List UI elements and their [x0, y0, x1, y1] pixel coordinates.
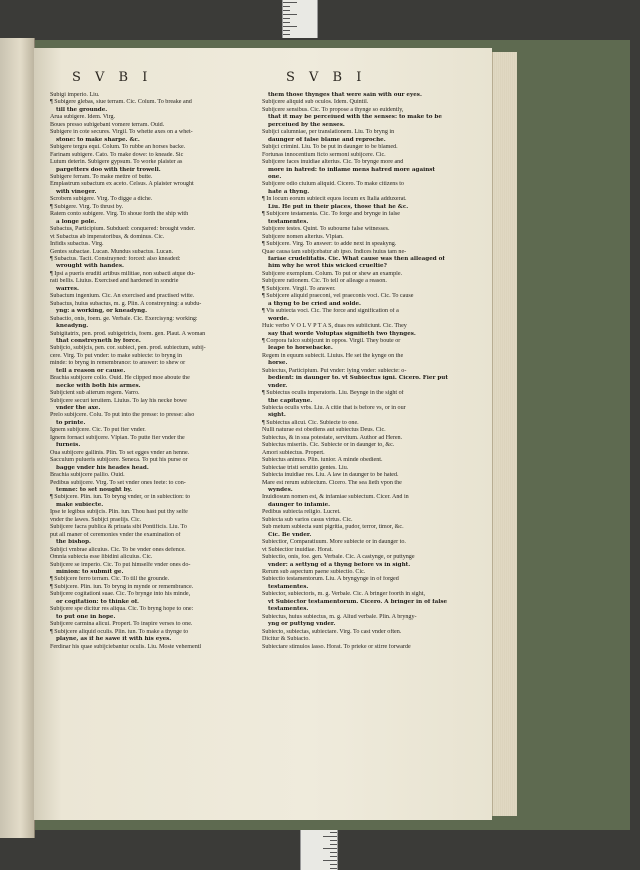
text-line: vnder.: [268, 382, 288, 389]
ruler-tick: [283, 2, 297, 3]
text-line: make subiecte.: [56, 501, 104, 508]
text-line: ¶ Subigere glebas, siue terram. Cic. Colum. To breake and: [50, 99, 192, 106]
text-line: Arua subigere. Idem. Virg.: [50, 114, 116, 121]
text-line: Scrobem subigere. Virg. To digge a diche.: [50, 196, 153, 203]
text-line: Subijcere aliquid sub oculos. Idem. Quintil.: [262, 99, 369, 106]
text-line: fariae crudelitatis. Cic. What cause was then alleaged of: [268, 255, 445, 262]
text-line: Subiectus miseriis. Cic. Subiecte or in daunger to, &c.: [262, 442, 395, 449]
text-line: Subijcere exemplum. Colum. To put or shew an example.: [262, 270, 403, 277]
text-line: pargetters doo with their trowell.: [56, 166, 161, 173]
text-line: daunger of false blame and reproche.: [268, 136, 386, 143]
text-line: Nulli naturae est obediens aut subiectus Deus. Cic.: [262, 427, 386, 434]
text-line: Liu. He put in their places, those that he &c.: [268, 203, 409, 210]
text-line: Quae causa tam subijcebatur ab ipso. Indices huius tam ne-: [262, 248, 407, 255]
text-line: sight.: [268, 412, 286, 419]
text-line: ¶ Subijcere ferro terram. Cic. To till the grounde.: [50, 576, 170, 583]
text-line: minde: to bryng in remembrance: to answer: to shew or: [50, 360, 186, 367]
text-line: them those thynges that were sain with our eyes.: [268, 92, 422, 98]
text-line: Subijcio, subijcis, pen. cor. subieci, pen. prod. subiectum, subij-: [50, 345, 206, 352]
text-line: Ignem subijcere. Cic. To put fier vnder.: [50, 427, 146, 434]
text-line: ¶ Subijcere. Plin. iun. To bryng vnder, or in subiection: to: [50, 494, 191, 501]
text-line: Subijcere nomen alterius. Vlpian.: [262, 233, 344, 240]
text-line: bagge vnder his heades head.: [56, 464, 149, 471]
text-line: say that worde Voluptas signifieth two thynges.: [268, 330, 416, 337]
text-line: Gentes subactae. Lucan. Mundus subactus. Lucan.: [50, 248, 174, 255]
text-line: tell a reason or cause.: [56, 367, 126, 374]
text-line: Subiectare stimulos lasso. Horat. To prieke or stirre forwarde: [262, 643, 411, 650]
ruler-tick: [330, 840, 337, 841]
text-line: Huic verbo V O L V P T A S, duas res subiiciunt. Cic. They: [262, 323, 407, 330]
text-line: Subijcere se imperio. Cic. To put himselfe vnder ones do-: [50, 561, 191, 568]
text-line: testamentes.: [268, 218, 309, 225]
text-line: Inuidiosum nomen est, & infamiae subiectum. Cicer. And in: [262, 494, 409, 501]
ruler-tick: [283, 14, 297, 15]
text-line: Subijcere testes. Quint. To subourne false witnesses.: [262, 226, 390, 233]
text-line: Ratem conto subigere. Virg. To shoue forth the ship with: [50, 211, 189, 218]
ruler-tick: [283, 6, 290, 7]
text-line: Subijci vmbrae alicuius. Cic. To be vnder ones defence.: [50, 546, 186, 553]
ruler-tick: [330, 856, 337, 857]
text-line: Subiector, subiectoris, m. g. Verbale. Cic. A bringer foorth in sight,: [262, 591, 425, 598]
text-line: hate a thyng.: [268, 188, 310, 195]
text-line: Rerum sub aspectum paene subiectio. Cic.: [262, 569, 366, 575]
text-line: put all maner of ceremonies vnder the examination of: [50, 531, 181, 538]
text-line: Subiectus animus. Plin. iunior. A minde obedient.: [262, 457, 383, 464]
text-line: Subigere tergra equi. Colum. To rubbe an horses backe.: [50, 144, 186, 151]
ruler-tick: [330, 844, 337, 845]
text-line: Prelo subijcere. Colu. To put into the presse: to presse: also: [50, 412, 195, 419]
text-line: with vineger.: [56, 188, 97, 195]
text-line: Subijcere odio ciuium aliquid. Cicero. To make citizens to: [262, 181, 404, 188]
text-line: Subiectio, onis, foe. gen. Verbale. Cic. A castynge, or puttynge: [262, 554, 415, 561]
left-text-column: [50, 92, 256, 651]
text-line: playne, as if he sawe it with his eyes.: [56, 636, 172, 643]
text-line: Emplastrum subactum ex aceto. Celsus. A plaister wrought: [50, 181, 194, 188]
text-line: till the grounde.: [56, 106, 108, 113]
text-line: cere. Virg. To put vnder: to make subiecte: to bryng in: [50, 352, 182, 359]
text-line: Subijci calumniae, per translationem. Liu. To bryng in: [262, 129, 395, 136]
text-line: ¶ Ipsi a pueris eruditi artibus militiae, non subacti atque du-: [50, 270, 196, 277]
text-line: Lutum deterin. Subigere gypsum. To worke plaister as: [50, 159, 183, 166]
text-line: Pedibus subijcere. Virg. To set vnder ones feete: to con-: [50, 479, 186, 486]
text-line: Subiectus, huius subiectus, m. g. Aliud verbale. Plin. A bryngy-: [262, 613, 417, 620]
text-line: temne: to set nought by.: [56, 487, 133, 494]
text-line: more in hatred: to inflame mens hatred more against: [268, 166, 435, 173]
text-line: Subiecto, subiectas, subiectare. Virg. To cast vnder often.: [262, 628, 402, 635]
text-line: Subijcere rationem. Cic. To tell or alleage a reason.: [262, 278, 387, 285]
text-line: Subiecta inuidiae res. Liu. A law in daunger to be hated.: [262, 472, 399, 479]
ruler-tick: [283, 22, 290, 23]
text-line: Regem in equum subiecit. Liuius. He set the kynge on the: [262, 352, 404, 359]
text-line: to put one in hope.: [56, 613, 116, 620]
text-line: wrought with handes.: [56, 263, 124, 270]
text-line: ¶ Subijcere. Plin. iun. To bryng in mynde or remembrance.: [50, 583, 194, 590]
ruler-tick: [323, 860, 337, 861]
text-line: Subijcere sensibus. Cic. To propose a thynge so euidently,: [262, 106, 404, 113]
text-line: testamentes.: [268, 583, 309, 590]
ruler-tick: [283, 18, 290, 19]
text-line: rati bellis. Liuius. Exercised and hardened in sondrie: [50, 278, 179, 285]
running-header-left: S V B I: [72, 70, 153, 85]
text-line: Ignem fornaci subijcere. Vlpian. To putte fier vnder the: [50, 434, 185, 441]
text-line: ¶ In locum eorum subiecit equos locum ex Italia adduxerat.: [262, 196, 407, 203]
running-header-right: S V B I: [286, 70, 367, 85]
text-line: Sacculum pulueris subijcere. Seneca. To put his purse or: [50, 457, 188, 464]
text-line: Fortunas innocentium ficto sermoni subijcere. Cic.: [262, 151, 386, 158]
ruler-tick: [283, 30, 290, 31]
ruler-tick: [283, 10, 290, 11]
text-line: ¶ Vis subiecta voci. Cic. The force and signification of a: [262, 308, 399, 315]
text-line: leape to horsebacke.: [268, 345, 333, 352]
text-line: bedient: in daunger to. vt Subiectus igni. Cicero. Fier put: [268, 375, 448, 382]
text-line: a thyng to be cried and solde.: [268, 300, 361, 307]
text-line: the bishop.: [56, 539, 91, 546]
ruler-tick: [283, 34, 290, 35]
text-line: vnder: a settyng of a thyng before vs in sight.: [268, 561, 411, 568]
ruler-tick: [283, 26, 297, 27]
text-line: yng: a working, or kneadyng.: [56, 308, 148, 315]
text-line: furneis.: [56, 442, 81, 449]
text-line: one.: [268, 173, 282, 180]
text-line: ¶ Subactus. Tacit. Constrayned: forced: also kneaded:: [50, 255, 181, 262]
text-line: Subiectus, & in sua potestate, servitum. Author ad Heren.: [262, 434, 403, 441]
text-line: Subijci crimini. Liu. To be put in daunger to be blamed.: [262, 144, 398, 151]
text-line: Subactus, huius subactus, m. g. Plin. A constreyning: a subdu-: [50, 300, 202, 307]
text-line: Oua subijcere gallinis. Plin. To set egges vnder an henne.: [50, 449, 190, 456]
text-line: ¶ Subigere. Virg. To thrust by.: [50, 203, 124, 210]
page-stack-edge: [492, 52, 517, 816]
text-line: Subactus, Participium. Subdued: conquered: brought vnder.: [50, 226, 196, 233]
text-line: Subijcere carmina alicui. Propert. To inspire verses to one.: [50, 621, 193, 628]
text-line: vnder the lawes. Subijci praelijs. Cic.: [50, 516, 142, 523]
text-line: Subiecta oculis vrbs. Liu. A citie that is before vs, or in our: [262, 405, 406, 412]
text-line: Subijcere faces inuidiae alterius. Cic. To brynge more and: [262, 159, 404, 166]
ruler-tick: [330, 864, 337, 865]
ruler-top: [282, 0, 318, 38]
ruler-tick: [323, 848, 337, 849]
text-line: Mare est rerum subiectum. Cicero. The sea lieth vpon the: [262, 479, 402, 486]
text-line: perceiued by the senses.: [268, 121, 345, 128]
text-line: Subijcere facra publica & priuata sibi Pontificis. Liu. To: [50, 524, 187, 531]
text-line: Subijcere cogitationi suae. Cic. To brynge into his minde,: [50, 591, 191, 598]
text-line: that it may be perceiued with the senses: to make to be: [268, 114, 442, 121]
text-line: Boues presso subigebant vomere terram. Ouid.: [50, 121, 165, 128]
text-line: ¶ Subijcere. Virg. To answer: to adde next in speakyng.: [262, 241, 397, 248]
text-line: vt Subiectior inuidiae. Horat.: [262, 546, 333, 553]
text-line: Subigi imperio. Liu.: [50, 92, 100, 98]
text-line: or cogitation: to thinke of.: [56, 598, 139, 605]
text-line: ¶ Subijcere aliquid praeconi, vel praeconis voci. Cic. To cause: [262, 293, 414, 300]
text-line: Subiectus, Participium. Put vnder: lying vnder: subiecte: o-: [262, 367, 407, 374]
text-line: Subijcere spe dicitur res aliqua. Cic. To bryng hope to one:: [50, 606, 194, 613]
text-line: kneadyng.: [56, 323, 89, 330]
text-line: yng or puttyng vnder.: [268, 621, 336, 628]
text-line: the capitayne.: [268, 397, 313, 404]
text-line: Pedibus subiecta religio. Lucret.: [262, 509, 341, 516]
text-line: Ferdinar his quae subijciebantur oculis. Liu. Moste vehementl: [50, 643, 202, 650]
text-line: Amori subiectus. Propert.: [262, 449, 325, 456]
text-line: Subijcere securi teruitem. Liuius. To lay his necke bowe: [50, 397, 187, 404]
text-line: a longe pole.: [56, 218, 97, 225]
text-line: Subactio, onis, foem. ge. Verbale. Cic. Exercisyng: working:: [50, 315, 198, 322]
text-line: vt Subiector testamentorum. Cicero. A bringer in of false: [268, 598, 448, 605]
text-line: to printe.: [56, 419, 86, 426]
ruler-tick: [330, 868, 337, 869]
ruler-tick: [330, 852, 337, 853]
text-line: vt Subactus ab imperatoribus, & dominus. Cic.: [50, 233, 165, 240]
text-line: that constreyneth by force.: [56, 337, 141, 344]
text-line: necke with both his armes.: [56, 382, 141, 389]
text-line: minion: to submit ge.: [56, 569, 124, 575]
text-line: horse.: [268, 360, 288, 367]
text-line: ¶ Subiectus alicui. Cic. Subiecte to one.: [262, 419, 359, 426]
text-line: ¶ Subijcere testamenta. Cic. To forge and brynge in false: [262, 211, 400, 218]
text-line: Subigere ferram. To make mettre of butte.: [50, 173, 153, 180]
text-line: Brachia subijcere collo. Ouid. He clipped moe aboute the: [50, 375, 190, 382]
text-line: Subiectae tristi seruitio gentes. Liu.: [262, 464, 349, 471]
ruler-tick: [330, 832, 337, 833]
text-line: Subigere in cote secures. Virgil. To whette axes on a whet-: [50, 129, 193, 136]
right-text-column: [262, 92, 468, 651]
text-line: ¶ Subijcere. Virgil. To answer.: [262, 285, 336, 292]
text-line: warres.: [56, 285, 79, 292]
text-line: Subiecta sub varios casus virtus. Cic.: [262, 516, 353, 523]
text-line: stone: to make sharpe. &c.: [56, 136, 140, 143]
text-line: Cic. Be vnder.: [268, 531, 312, 538]
text-line: Sub metum subiecta sunt pigritia, pudor, terror, timor, &c.: [262, 524, 404, 531]
left-page-edge: [0, 38, 35, 838]
text-line: Subigitatrix, pen. prod. subigetricis, foem. gen. Plaut. A woman: [50, 330, 206, 337]
text-line: Infidis subactus. Virg.: [50, 241, 104, 248]
text-line: Subactum ingenium. Cic. An exercised and practised witte.: [50, 293, 195, 300]
ruler-tick: [323, 836, 337, 837]
text-line: Farinam subigere. Cato. To make dowe: to kneade. Sic: [50, 151, 184, 158]
text-line: ¶ Subiectus oculis imperatoris. Liu. Beynge in the sight of: [262, 390, 404, 397]
text-line: wyndes.: [268, 487, 293, 494]
text-line: him why he wrot this wicked crueltie?: [268, 263, 387, 270]
text-line: worde.: [268, 315, 289, 322]
text-line: ¶ Subijcere aliquid oculis. Plin. iun. To make a thynge to: [50, 628, 189, 635]
text-line: testamentes.: [268, 606, 309, 613]
text-line: Omnia subiecta esse libidini alicuius. Cic.: [50, 554, 153, 561]
text-line: Dicitur & Subiacto.: [262, 636, 310, 643]
text-line: Subiectio testamentorum. Liu. A bryngynge in of forged: [262, 576, 399, 583]
text-line: Brachia subijcere pallio. Ouid.: [50, 472, 125, 479]
text-line: Subijcient sub alterum regem. Varro.: [50, 390, 140, 397]
text-line: ¶ Corpora falco subijcunt in oppos. Virgil. They boute or: [262, 337, 401, 344]
text-line: vnder the axe.: [56, 405, 101, 412]
text-line: Ipse te legibus subijcis. Plin. iun. Thou hast put thy selfe: [50, 509, 188, 516]
text-line: Subiectior, Comparatiuum. More subiecte or in daunger to.: [262, 539, 406, 546]
text-line: daunger to infamie.: [268, 501, 331, 508]
